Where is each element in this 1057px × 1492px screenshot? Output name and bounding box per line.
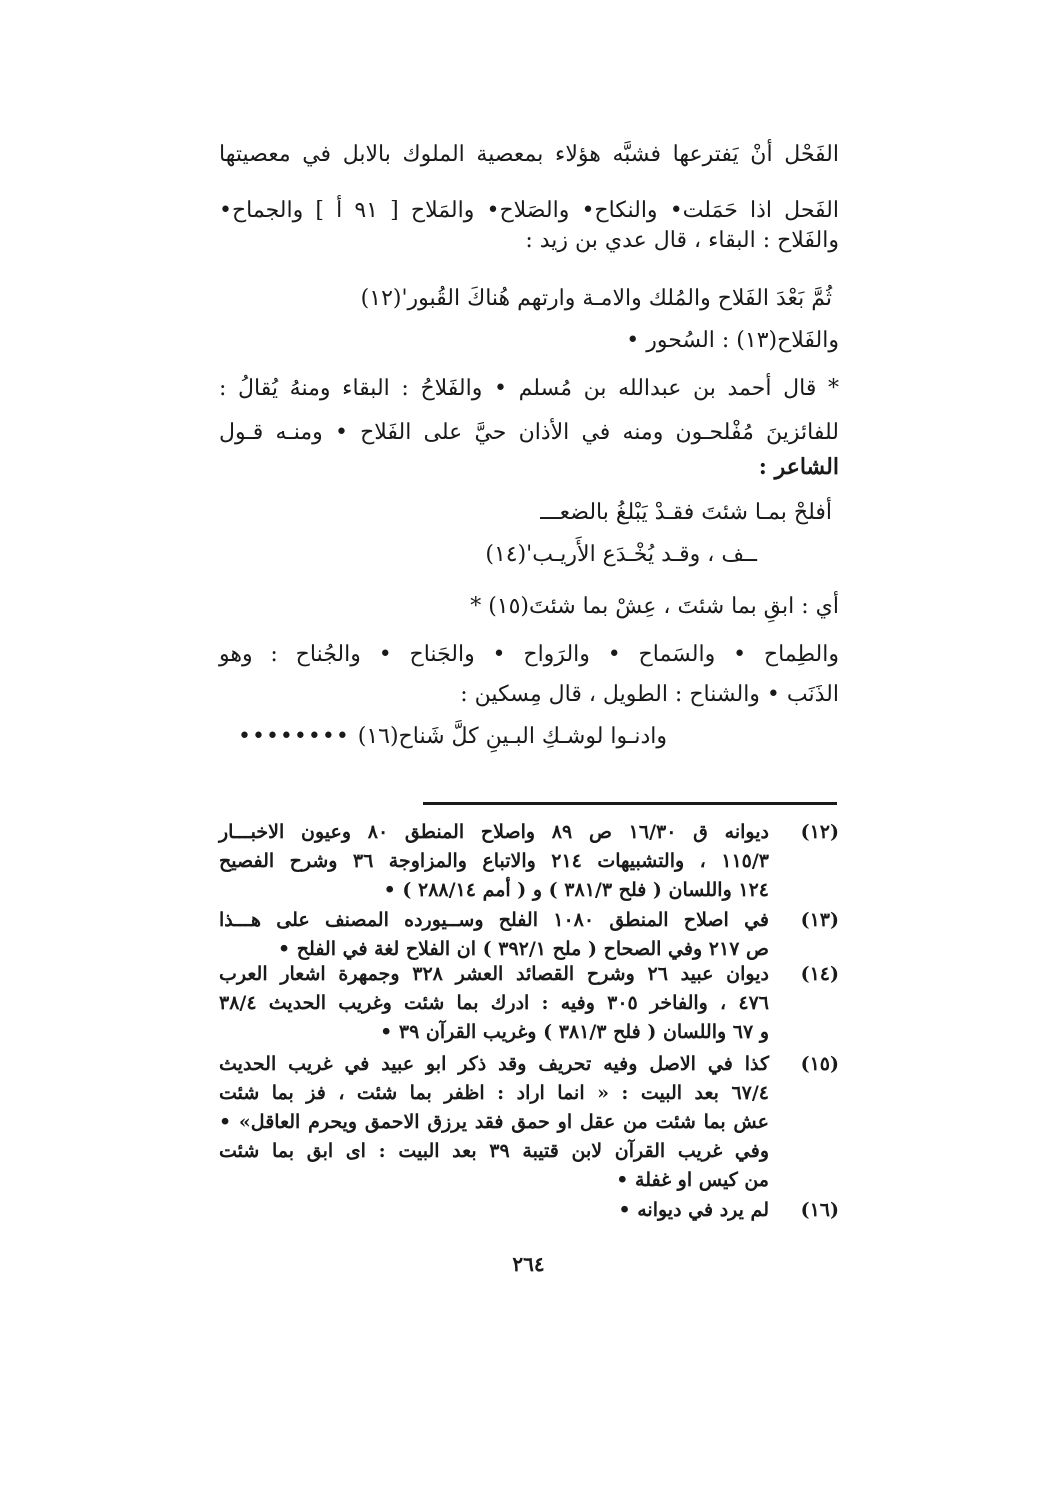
body-line-5: * قال أحمد بن عبدالله بن مُسلم • والفَلاحُ : البقاء ومنهُ يُقالُ :	[219, 376, 839, 401]
footnote-14	[219, 960, 839, 1047]
verse-3-ellipsis: ••••••••	[238, 724, 350, 749]
body-line-8: أي : ابقِ بما شئتَ ، عِشْ بما شئتَ(١٥) *	[470, 594, 839, 619]
footnote-line: ٦٧/٤ بعد البيت : « انما اراد : اظفر بما شئت ، فز بما شئت	[219, 1082, 769, 1104]
footnote-line: وفي غريب القرآن لابن قتيبة ٣٩ بعد البيت : اى ابق بما شئت	[219, 1140, 770, 1162]
page-number: ٢٦٤	[512, 1252, 545, 1276]
footnote-number: (١٢)	[800, 821, 839, 843]
footnote-16	[219, 1196, 839, 1225]
footnote-separator	[423, 802, 837, 805]
footnote-line: ص ٢١٧ وفي الصحاح ( ملح ٣٩٢/١ ) ان الفلاح لغة في الفلح •	[278, 938, 769, 960]
body-line-2: الفَحل اذا حَمَلت• والنكاح• والصَلاح• والمَلاح [ ٩١ أ ] والجماح•	[219, 198, 839, 223]
body-line-7: الشاعر :	[758, 454, 839, 480]
verse-2-second-hemistich: ــف ، وقـد يُخْـدَع الأَريـب'(١٤)	[485, 542, 757, 567]
body-line-10: الذَنَب • والشناح : الطويل ، قال مِسكين :	[460, 682, 839, 707]
footnote-number: (١٤)	[800, 963, 839, 985]
footnote-line: ١٢٤ واللسان ( فلح ٣٨١/٣ ) و ( أمم ٢٨٨/١٤ ) •	[383, 879, 769, 901]
footnote-line: من كيس او غفلة •	[616, 1169, 769, 1191]
verse-2-first-hemistich: أفلحْ بمـا شئتَ فقـدْ يَبْلغُ بالضعـــ	[540, 500, 832, 525]
footnote-line: و ٦٧ واللسان ( فلح ٣٨١/٣ ) وغريب القرآن ٣٩ •	[380, 1021, 769, 1043]
footnote-number: (١٣)	[800, 909, 839, 931]
footnote-number: (١٥)	[800, 1053, 839, 1075]
footnote-line: ديوانه ق ١٦/٣٠ ص ٨٩ واصلاح المنطق ٨٠ وعيون الاخبـــار	[219, 821, 769, 843]
footnote-12	[219, 818, 839, 905]
body-line-9: والطِماح • والسَماح • والرَواح • والجَناح • والجُناح : وهو	[219, 642, 839, 667]
footnote-13	[219, 906, 839, 964]
body-line-6: للفائزينَ مُفْلحـون ومنه في الأذان حيَّ على الفَلاح • ومنـه قـول	[219, 420, 839, 445]
footnote-15	[219, 1050, 839, 1195]
footnote-line: ديوان عبيد ٢٦ وشرح القصائد العشر ٣٢٨ وجمهرة اشعار العرب	[219, 963, 769, 985]
footnote-number: (١٦)	[800, 1199, 839, 1221]
verse-3: وادنـوا لوشـكِ البـينِ كلَّ شَناح(١٦)	[357, 724, 667, 749]
body-line-3: والفَلاح : البقاء ، قال عدي بن زيد :	[525, 228, 839, 253]
footnote-line: في اصلاح المنطق ١٠٨٠ الفلح وســيورده المصنف على هـــذا	[219, 909, 769, 931]
footnote-line: كذا في الاصل وفيه تحريف وقد ذكر ابو عبيد في غريب الحديث	[219, 1053, 769, 1075]
footnote-line: ١١٥/٣ ، والتشبيهات ٢١٤ والاتباع والمزاوجة ٣٦ وشرح الفصيح	[219, 850, 769, 872]
body-line-4: والفَلاح(١٣) : السُحور •	[626, 328, 839, 353]
footnote-line: عش بما شئت من عقل او حمق فقد يرزق الاحمق ويحرم العاقل» •	[219, 1111, 769, 1133]
body-line-1: الفَحْل أنْ يَفترعها فشبَّه هؤلاء بمعصية الملوك بالابل في معصيتها	[219, 142, 839, 167]
footnote-line: ٤٧٦ ، والفاخر ٣٠٥ وفيه : ادرك بما شئت وغريب الحديث ٣٨/٤	[219, 992, 769, 1014]
footnote-line: لم يرد في ديوانه •	[618, 1199, 769, 1221]
verse-1: ثُمَّ بَعْدَ الفَلاح والمُلك والامـة وارتهم هُناكَ القُبور'(١٢)	[360, 286, 832, 311]
